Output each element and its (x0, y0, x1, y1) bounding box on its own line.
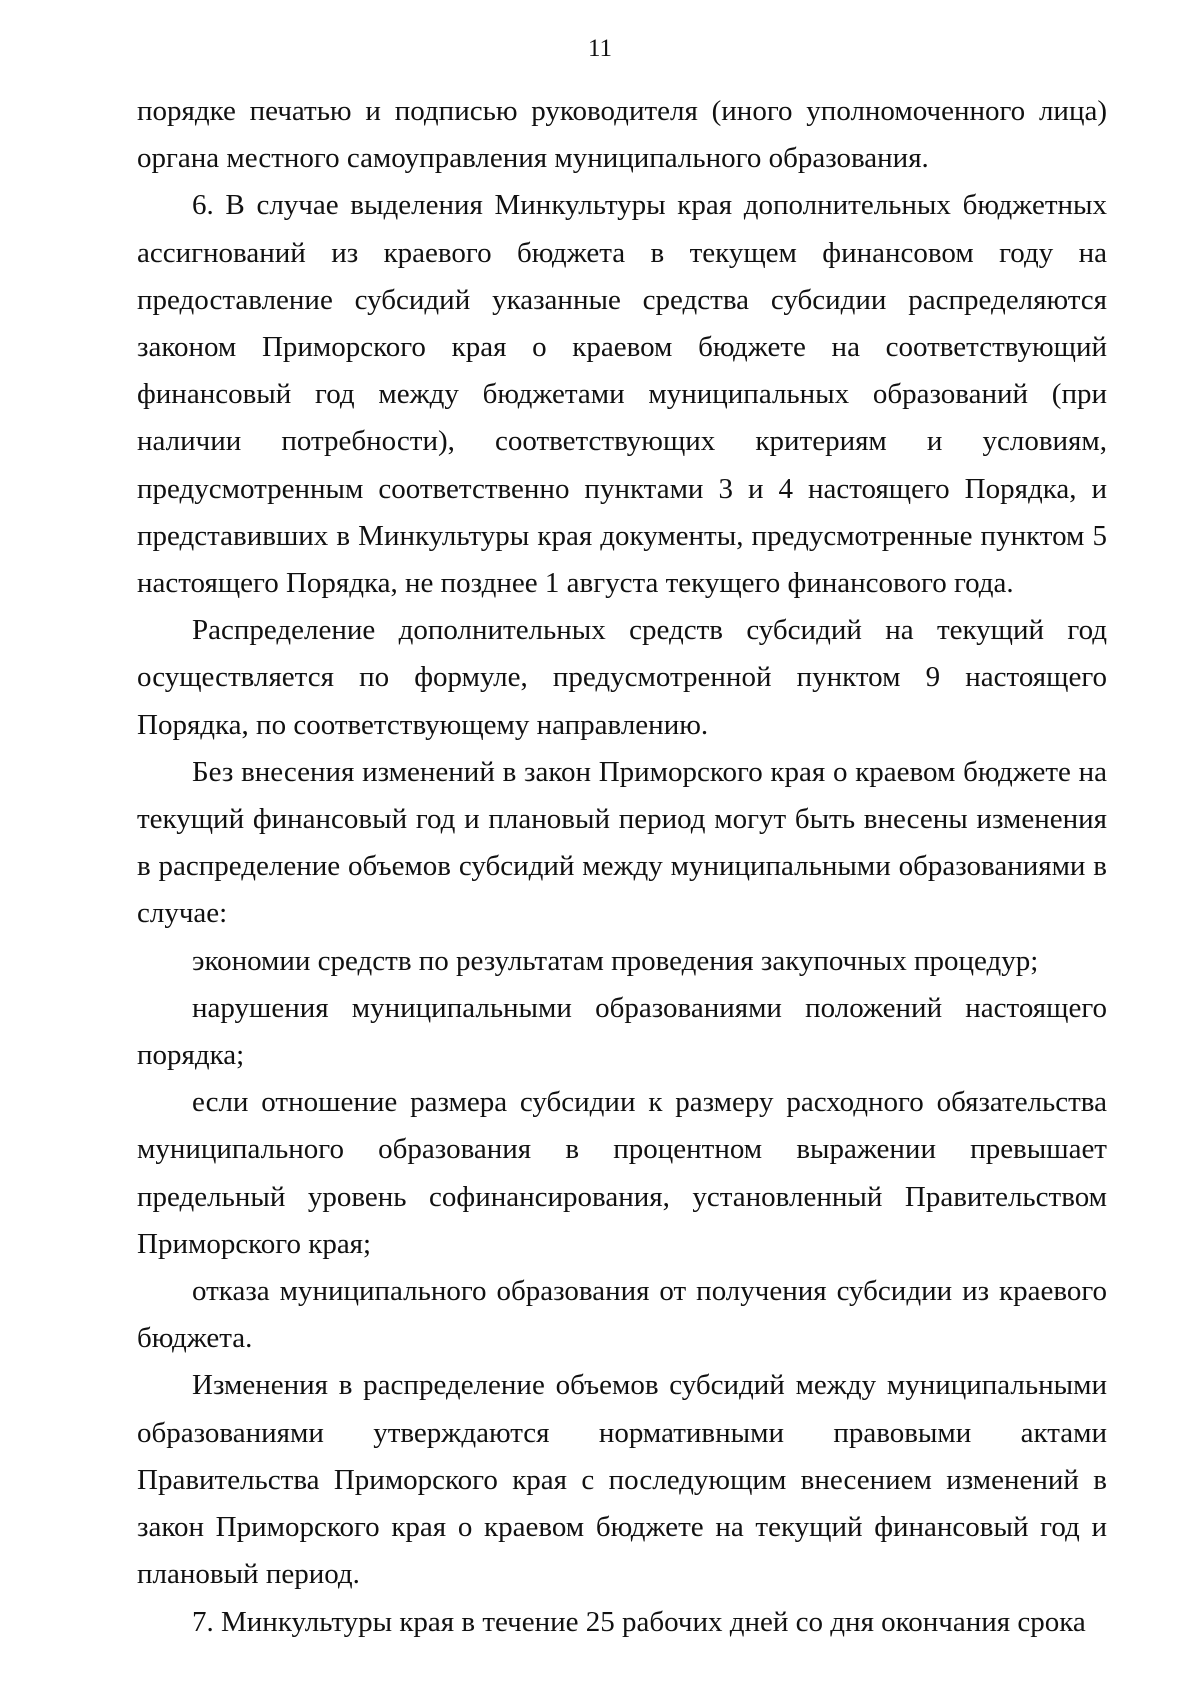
list-item-savings: экономии средств по результатам проведения закупочных процедур; (192, 944, 1039, 977)
paragraph-point-6: 6. В случае выделения Минкультуры края дополнительных бюджетных ассигнований из краевого бюджета в текущем финансовом году на предоставление субсидий указанные средства субсидии распределяются законом Приморского края о краевом бюджете на соответствующий финансовый год между бюджетами муниципальных образований (при наличии потребности), соответствующих критериям и условиям, предусмотренным соответственно пунктами 3 и 4 настоящего Порядка, и представивших в Минкультуры края документы, предусмотренные пунктом 5 настоящего Порядка, не позднее 1 августа текущего финансового года. (137, 189, 1107, 600)
paragraph-changes-approval: Изменения в распределение объемов субсидий между муниципальными образованиями утверждаются нормативными правовыми актами Правительства Приморского края с последующим внесением изменений в закон Приморского края о краевом бюджете на текущий финансовый год и плановый период. (137, 1369, 1107, 1591)
document-body (137, 88, 1107, 1646)
paragraph-distribution-formula: Распределение дополнительных средств субсидий на текущий год осуществляется по формуле, предусмотренной пунктом 9 настоящего Порядка, по соответствующему направлению. (137, 614, 1107, 741)
paragraph-point-7: 7. Минкультуры края в течение 25 рабочих дней со дня окончания срока (192, 1605, 1086, 1638)
list-item-cofinancing-level: если отношение размера субсидии к размеру расходного обязательства муниципального образования в процентном выражении превышает предельный уровень софинансирования, установленный Правительством Приморского края; (137, 1086, 1107, 1260)
page-number: 11 (587, 35, 613, 62)
list-item-refusal: отказа муниципального образования от получения субсидии из краевого бюджета. (137, 1275, 1107, 1355)
paragraph-changes-without-law: Без внесения изменений в закон Приморского края о краевом бюджете на текущий финансовый год и плановый период могут быть внесены изменения в распределение объемов субсидий между муниципальными образованиями в случае: (137, 755, 1107, 930)
list-item-violations: нарушения муниципальными образованиями положений настоящего порядка; (137, 991, 1107, 1072)
paragraph-continuation: порядке печатью и подписью руководителя (иного уполномоченного лица) органа местного самоуправления муниципального образования. (137, 95, 1107, 175)
